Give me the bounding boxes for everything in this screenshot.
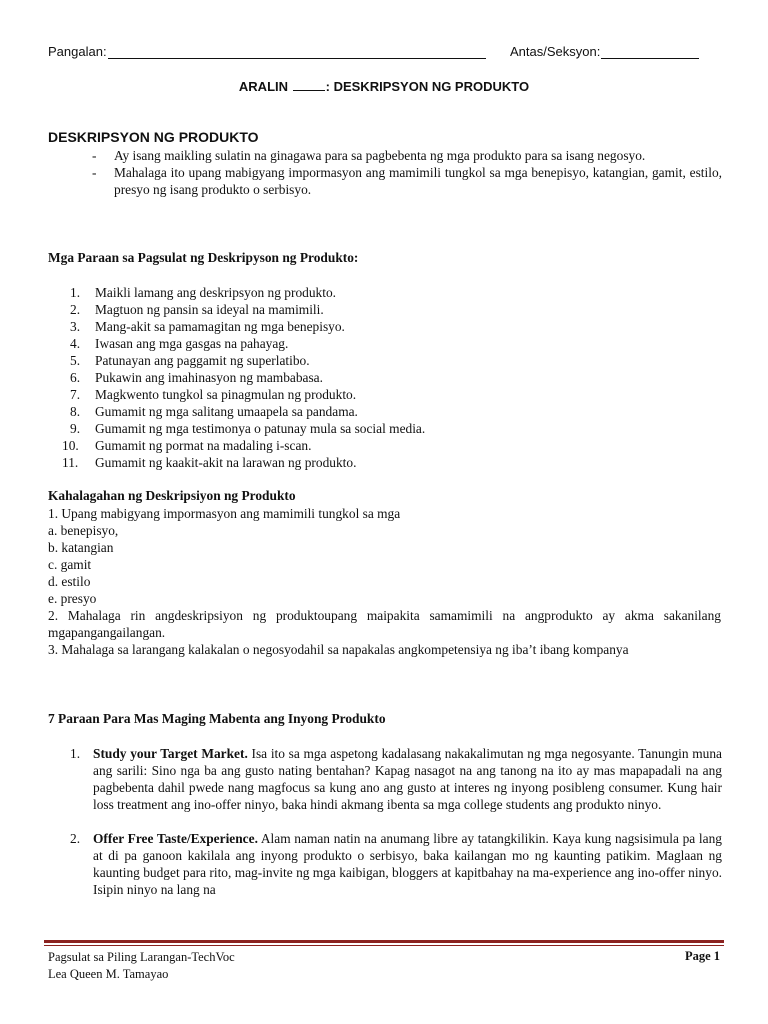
section-field bbox=[510, 44, 699, 59]
importance-line: 1. Upang mabigyang impormasyon ang mamimili tungkol sa mga bbox=[48, 506, 401, 521]
list-item: 1. Maikli lamang ang deskripsyon ng produkto. bbox=[70, 285, 336, 300]
importance-line: 3. Mahalaga sa larangang kalakalan o negosyodahil sa napakalas angkompetensiya ng iba’t ibang kompanya bbox=[48, 642, 629, 657]
definition-item: - Ay isang maikling sulatin na ginagawa para sa pagbebenta ng mga produkto para sa isang negosyo. bbox=[92, 148, 646, 163]
list-item: 8. Gumamit ng mga salitang umaapela sa pandama. bbox=[70, 404, 358, 419]
importance-line: 2. Mahalaga rin angdeskripsiyon ng produktoupang maipakita samamimili na angprodukto ay akma sakanilang mgapangangailangan. bbox=[48, 608, 721, 640]
writing-methods-list bbox=[48, 284, 722, 471]
footer-rule-thick bbox=[44, 940, 724, 943]
list-item: 3. Mang-akit sa pamamagitan ng mga benepisyo. bbox=[70, 319, 345, 334]
lesson-number-blank bbox=[293, 79, 325, 91]
footer-author: Lea Queen M. Tamayao bbox=[48, 967, 169, 981]
list-item: 11. Gumamit ng kaakit-akit na larawan ng produkto. bbox=[62, 455, 357, 470]
definition-list bbox=[48, 147, 722, 198]
footer-course: Pagsulat sa Piling Larangan-TechVoc bbox=[48, 950, 235, 964]
footer-rule-thin bbox=[44, 945, 724, 946]
page-number: Page 1 bbox=[684, 949, 720, 963]
section4-heading: 7 Paraan Para Mas Maging Mabenta ang Inyong Produkto bbox=[48, 711, 386, 726]
importance-line: c. gamit bbox=[48, 557, 92, 572]
list-item: 7. Magkwento tungkol sa pinagmulan ng produkto. bbox=[70, 387, 357, 402]
list-item: 2. Magtuon ng pansin sa ideyal na mamimili. bbox=[70, 302, 324, 317]
selling-tips-list bbox=[48, 745, 722, 898]
name-field bbox=[48, 44, 486, 59]
footer-info bbox=[48, 949, 235, 983]
lesson-title bbox=[0, 79, 768, 94]
list-item: 9. Gumamit ng mga testimonya o patunay mula sa social media. bbox=[70, 421, 426, 436]
tip-title: Study your Target Market. bbox=[93, 746, 248, 761]
section-label: Antas/Seksyon: bbox=[510, 44, 601, 59]
student-info-row bbox=[48, 44, 720, 62]
section1-heading: DESKRIPSYON NG PRODUKTO bbox=[48, 129, 259, 145]
list-item: 6. Pukawin ang imahinasyon ng mambabasa. bbox=[70, 370, 323, 385]
title-prefix: ARALIN bbox=[238, 79, 289, 94]
tip-item: 2. Offer Free Taste/Experience. Alam naman natin na anumang libre ay tatangkilikin. Kaya kung nagsisimula pa lang at di pa ganoon kakilala ang inyong produkto o serbisyo, baka kailangan mo ng kaunting patikim. Maglaan ng kaunting budget para rito, mag-invite ng mga kaibigan, bloggers at kapitbahay na ma-experience ang ino-offer ninyo. Isipin ninyo na lang na bbox=[70, 831, 722, 897]
importance-line: e. presyo bbox=[48, 591, 97, 606]
tip-item: 1. Study your Target Market. Isa ito sa mga aspetong kadalasang nakakalimutan ng mga negosyante. Tanungin muna ang sarili: Sino nga ba ang gusto nating bentahan? Kapag nasagot na ang tanong na ito ay mas mapapadali na ang pagbebenta dahil pwede nang magfocus sa kung ano ang gusto at interes ng inyong posibleng consumer. Kung hair loss treatment ang ino-offer ninyo, baka hindi akmang ibenta sa mga college students ang produkto ninyo. bbox=[70, 746, 723, 812]
name-blank-line bbox=[108, 45, 486, 59]
list-item: 4. Iwasan ang mga gasgas na pahayag. bbox=[70, 336, 289, 351]
importance-line: d. estilo bbox=[48, 574, 91, 589]
title-suffix: : DESKRIPSYON NG PRODUKTO bbox=[325, 79, 530, 94]
importance-line: a. benepisyo, bbox=[48, 523, 119, 538]
definition-item: - Mahalaga ito upang mabigyang impormasyon ang mamimili tungkol sa mga benepisyo, katangian, gamit, estilo, presyo ng isang produkto o serbisyo. bbox=[92, 165, 722, 197]
tip-title: Offer Free Taste/Experience. bbox=[93, 831, 258, 846]
list-item: 10. Gumamit ng pormat na madaling i-scan. bbox=[62, 438, 312, 453]
importance-line: b. katangian bbox=[48, 540, 114, 555]
section2-heading: Mga Paraan sa Pagsulat ng Deskripyson ng Produkto: bbox=[48, 250, 359, 265]
list-item: 5. Patunayan ang paggamit ng superlatibo. bbox=[70, 353, 310, 368]
importance-block bbox=[48, 505, 721, 658]
section3-heading: Kahalagahan ng Deskripsiyon ng Produkto bbox=[48, 488, 296, 503]
name-label: Pangalan: bbox=[48, 44, 107, 59]
section-blank-line bbox=[601, 45, 699, 59]
